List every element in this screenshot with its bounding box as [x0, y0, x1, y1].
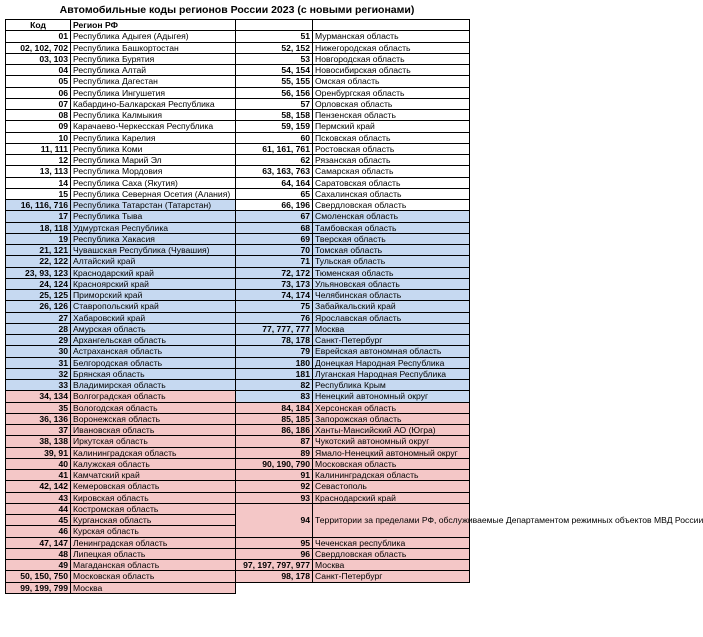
left-code-cell: 25, 125: [6, 290, 71, 301]
table-row: [6, 177, 470, 188]
table-row: [6, 346, 470, 357]
right-region-cell: Тверская область: [313, 233, 470, 244]
left-code-cell: 47, 147: [6, 537, 71, 548]
left-code-cell: 33: [6, 380, 71, 391]
table-row: [6, 42, 470, 53]
right-code-cell: 78, 178: [236, 335, 313, 346]
right-region-cell: Ненецкий автономный округ: [313, 391, 470, 402]
right-code-cell: 60: [236, 132, 313, 143]
table-body: [6, 20, 703, 594]
table-row: [6, 166, 470, 177]
right-region-cell: Самарская область: [313, 166, 470, 177]
right-region-cell: Херсонская область: [313, 402, 470, 413]
right-region-cell: Чеченская республика: [313, 537, 470, 548]
left-region-cell: Калининградская область: [71, 447, 236, 458]
left-code-cell: 50, 150, 750: [6, 571, 71, 582]
table-row: [6, 357, 470, 368]
left-code-cell: 21, 121: [6, 245, 71, 256]
left-region-cell: Амурская область: [71, 323, 236, 334]
left-region-cell: Республика Саха (Якутия): [71, 177, 236, 188]
left-region-cell: Республика Башкортостан: [71, 42, 236, 53]
table-row: [6, 425, 470, 436]
table-row: [6, 323, 470, 334]
right-region-cell: Оренбургская область: [313, 87, 470, 98]
right-region-cell: Ульяновская область: [313, 278, 470, 289]
left-code-cell: 22, 122: [6, 256, 71, 267]
left-code-cell: 04: [6, 65, 71, 76]
right-region-cell: Севастополь: [313, 481, 470, 492]
left-code-cell: 01: [6, 31, 71, 42]
table-row: [6, 76, 470, 87]
left-region-cell: Ивановская область: [71, 425, 236, 436]
left-region-cell: Республика Дагестан: [71, 76, 236, 87]
right-region-cell: Свердловская область: [313, 200, 470, 211]
right-code-cell: 69: [236, 233, 313, 244]
right-code-cell: 51: [236, 31, 313, 42]
right-code-cell: 58, 158: [236, 110, 313, 121]
right-code-cell: 57: [236, 98, 313, 109]
left-code-cell: 32: [6, 368, 71, 379]
left-region-cell: Курская область: [71, 526, 236, 537]
right-region-cell: Калининградская область: [313, 470, 470, 481]
left-code-cell: 29: [6, 335, 71, 346]
right-code-cell: 76: [236, 312, 313, 323]
right-region-cell: Запорожская область: [313, 413, 470, 424]
page-title: Автомобильные коды регионов России 2023 (с новыми регионами): [59, 4, 415, 16]
right-region-cell: Саратовская область: [313, 177, 470, 188]
left-code-cell: 49: [6, 560, 71, 571]
region-codes-table: [5, 19, 703, 594]
table-row: [6, 245, 470, 256]
left-code-cell: 38, 138: [6, 436, 71, 447]
right-code-cell: 83: [236, 391, 313, 402]
left-code-cell: 26, 126: [6, 301, 71, 312]
right-code-cell: 65: [236, 188, 313, 199]
table-row: [6, 278, 470, 289]
right-region-cell: Московская область: [313, 458, 470, 469]
left-code-cell: 05: [6, 76, 71, 87]
left-region-cell: Архангельская область: [71, 335, 236, 346]
right-code-cell: 95: [236, 537, 313, 548]
header-row: [6, 20, 470, 31]
right-region-cell: Сахалинская область: [313, 188, 470, 199]
left-region-cell: Республика Карелия: [71, 132, 236, 143]
left-code-cell: 46: [6, 526, 71, 537]
header-code: Код: [6, 20, 71, 31]
table-row: [6, 233, 470, 244]
right-code-cell: 52, 152: [236, 42, 313, 53]
left-code-cell: 18, 118: [6, 222, 71, 233]
left-code-cell: 28: [6, 323, 71, 334]
right-region-cell: Ямало-Ненецкий автономный округ: [313, 447, 470, 458]
right-region-cell: Псковская область: [313, 132, 470, 143]
left-code-cell: 37: [6, 425, 71, 436]
right-code-cell: 70: [236, 245, 313, 256]
right-code-cell: 89: [236, 447, 313, 458]
right-code-cell: 180: [236, 357, 313, 368]
left-code-cell: 34, 134: [6, 391, 71, 402]
right-region-cell: Донецкая Народная Республика: [313, 357, 470, 368]
right-code-cell: 92: [236, 481, 313, 492]
right-code-cell: 82: [236, 380, 313, 391]
left-region-cell: Чувашская Республика (Чувашия): [71, 245, 236, 256]
table-row: [6, 312, 470, 323]
left-code-cell: 10: [6, 132, 71, 143]
right-code-cell: 181: [236, 368, 313, 379]
left-region-cell: Волгоградская область: [71, 391, 236, 402]
left-region-cell: Республика Татарстан (Татарстан): [71, 200, 236, 211]
right-region-cell: Новосибирская область: [313, 65, 470, 76]
region-codes-sheet: [5, 2, 703, 594]
left-region-cell: Хабаровский край: [71, 312, 236, 323]
right-region-cell: Еврейская автономная область: [313, 346, 470, 357]
left-region-cell: Вологодская область: [71, 402, 236, 413]
right-code-cell: 96: [236, 548, 313, 559]
right-code-cell: 94: [236, 503, 313, 537]
table-row: [6, 200, 470, 211]
left-region-cell: Республика Адыгея (Адыгея): [71, 31, 236, 42]
right-region-cell: Ханты-Мансийский АО (Югра): [313, 425, 470, 436]
right-code-cell: 85, 185: [236, 413, 313, 424]
right-code-cell: 77, 777, 777: [236, 323, 313, 334]
table-row: [6, 402, 470, 413]
table-row: [6, 98, 470, 109]
left-code-cell: 24, 124: [6, 278, 71, 289]
left-region-cell: Приморский край: [71, 290, 236, 301]
right-code-cell: 91: [236, 470, 313, 481]
left-region-cell: Кировская область: [71, 492, 236, 503]
left-code-cell: 42, 142: [6, 481, 71, 492]
table-row: [6, 368, 470, 379]
right-region-cell: Санкт-Петербург: [313, 335, 470, 346]
left-code-cell: 12: [6, 155, 71, 166]
left-region-cell: Республика Тыва: [71, 211, 236, 222]
right-code-cell: 63, 163, 763: [236, 166, 313, 177]
left-region-cell: Курганская область: [71, 515, 236, 526]
left-region-cell: Астраханская область: [71, 346, 236, 357]
left-region-cell: Кемеровская область: [71, 481, 236, 492]
right-code-cell: 66, 196: [236, 200, 313, 211]
table-row: [6, 391, 470, 402]
table-row: [6, 87, 470, 98]
table-row: [6, 548, 470, 559]
header-blank-region: [313, 20, 470, 31]
right-region-cell: Чукотский автономный округ: [313, 436, 470, 447]
left-region-cell: Владимирская область: [71, 380, 236, 391]
left-region-cell: Костромская область: [71, 503, 236, 514]
right-region-cell: Пермский край: [313, 121, 470, 132]
right-region-cell: Краснодарский край: [313, 492, 470, 503]
right-region-cell: Москва: [313, 323, 470, 334]
table-row: [6, 458, 470, 469]
right-region-cell: Рязанская область: [313, 155, 470, 166]
right-code-cell: 79: [236, 346, 313, 357]
right-region-cell: Орловская область: [313, 98, 470, 109]
left-region-cell: Липецкая область: [71, 548, 236, 559]
left-code-cell: 15: [6, 188, 71, 199]
left-code-cell: 48: [6, 548, 71, 559]
table-row: [6, 335, 470, 346]
table-row: [6, 537, 470, 548]
left-region-cell: Воронежская область: [71, 413, 236, 424]
left-code-cell: 41: [6, 470, 71, 481]
left-region-cell: Республика Марий Эл: [71, 155, 236, 166]
right-code-cell: 74, 174: [236, 290, 313, 301]
left-code-cell: 19: [6, 233, 71, 244]
left-code-cell: 31: [6, 357, 71, 368]
left-region-cell: Республика Коми: [71, 143, 236, 154]
table-row: [6, 481, 470, 492]
right-region-cell: Территории за пределами РФ, обслуживаемые Департаментом режимных объектов МВД России: [313, 503, 470, 537]
left-code-cell: 35: [6, 402, 71, 413]
right-region-cell: Челябинская область: [313, 290, 470, 301]
left-region-cell: Ленинградская область: [71, 537, 236, 548]
right-code-cell: 67: [236, 211, 313, 222]
left-region-cell: Кабардино-Балкарская Республика: [71, 98, 236, 109]
right-code-cell: 75: [236, 301, 313, 312]
left-code-cell: 07: [6, 98, 71, 109]
right-region-cell: Свердловская область: [313, 548, 470, 559]
right-code-cell: 73, 173: [236, 278, 313, 289]
table-row: [6, 267, 470, 278]
right-code-cell: 98, 178: [236, 571, 313, 582]
right-code-cell: 54, 154: [236, 65, 313, 76]
left-region-cell: Республика Алтай: [71, 65, 236, 76]
header-region: Регион РФ: [71, 20, 236, 31]
left-code-cell: 14: [6, 177, 71, 188]
table-row: [6, 560, 470, 571]
table-row: [6, 290, 470, 301]
left-code-cell: 11, 111: [6, 143, 71, 154]
table-row: [6, 470, 470, 481]
left-code-cell: 09: [6, 121, 71, 132]
table-row: [6, 121, 470, 132]
table-row: [6, 222, 470, 233]
table-row: [6, 571, 470, 582]
left-region-cell: Алтайский край: [71, 256, 236, 267]
left-code-cell: 23, 93, 123: [6, 267, 71, 278]
right-code-cell: 99, 199, 799: [6, 582, 71, 593]
left-code-cell: 39, 91: [6, 447, 71, 458]
left-code-cell: 16, 116, 716: [6, 200, 71, 211]
left-region-cell: Удмуртская Республика: [71, 222, 236, 233]
left-region-cell: Калужская область: [71, 458, 236, 469]
right-code-cell: 53: [236, 53, 313, 64]
right-region-cell: Тамбовская область: [313, 222, 470, 233]
left-code-cell: 27: [6, 312, 71, 323]
table-row: [6, 503, 470, 514]
table-row: [6, 436, 470, 447]
table-row: [6, 143, 470, 154]
right-region-cell: Москва: [71, 582, 236, 593]
left-code-cell: 13, 113: [6, 166, 71, 177]
right-region-cell: Тюменская область: [313, 267, 470, 278]
table-row: [6, 132, 470, 143]
right-region-cell: Пензенская область: [313, 110, 470, 121]
left-code-cell: 02, 102, 702: [6, 42, 71, 53]
right-region-cell: Забайкальский край: [313, 301, 470, 312]
left-region-cell: Республика Бурятия: [71, 53, 236, 64]
left-region-cell: Республика Хакасия: [71, 233, 236, 244]
left-code-cell: 17: [6, 211, 71, 222]
table-row: [6, 447, 470, 458]
left-code-cell: 44: [6, 503, 71, 514]
right-code-cell: 87: [236, 436, 313, 447]
right-region-cell: Мурманская область: [313, 31, 470, 42]
left-code-cell: 36, 136: [6, 413, 71, 424]
left-region-cell: Красноярский край: [71, 278, 236, 289]
right-code-cell: 97, 197, 797, 977: [236, 560, 313, 571]
right-region-cell: Смоленская область: [313, 211, 470, 222]
right-code-cell: 64, 164: [236, 177, 313, 188]
left-region-cell: Иркутская область: [71, 436, 236, 447]
left-region-cell: Московская область: [71, 571, 236, 582]
left-region-cell: Магаданская область: [71, 560, 236, 571]
right-region-cell: Нижегородская область: [313, 42, 470, 53]
left-code-cell: 30: [6, 346, 71, 357]
table-row: [6, 492, 470, 503]
left-code-cell: 45: [6, 515, 71, 526]
header-blank-code: [236, 20, 313, 31]
right-code-cell: 56, 156: [236, 87, 313, 98]
right-code-cell: 86, 186: [236, 425, 313, 436]
right-code-cell: 84, 184: [236, 402, 313, 413]
right-code-cell: 90, 190, 790: [236, 458, 313, 469]
right-code-cell: 72, 172: [236, 267, 313, 278]
left-region-cell: Белгородская область: [71, 357, 236, 368]
right-region-cell: Омская область: [313, 76, 470, 87]
table-row: [6, 53, 470, 64]
right-region-cell: Новгородская область: [313, 53, 470, 64]
right-code-cell: 68: [236, 222, 313, 233]
table-row: [6, 65, 470, 76]
right-region-cell: Москва: [313, 560, 470, 571]
right-code-cell: 93: [236, 492, 313, 503]
left-code-cell: 40: [6, 458, 71, 469]
left-region-cell: Республика Ингушетия: [71, 87, 236, 98]
left-region-cell: Карачаево-Черкесская Республика: [71, 121, 236, 132]
table-row: [6, 188, 470, 199]
right-region-cell: Томская область: [313, 245, 470, 256]
right-region-cell: Республика Крым: [313, 380, 470, 391]
left-code-cell: 03, 103: [6, 53, 71, 64]
left-region-cell: Республика Мордовия: [71, 166, 236, 177]
right-code-cell: 61, 161, 761: [236, 143, 313, 154]
table-row: [6, 110, 470, 121]
right-code-cell: 62: [236, 155, 313, 166]
right-region-cell: Ярославская область: [313, 312, 470, 323]
table-row: [6, 155, 470, 166]
left-region-cell: Камчатский край: [71, 470, 236, 481]
left-region-cell: Республика Калмыкия: [71, 110, 236, 121]
table-row: [6, 256, 470, 267]
table-row: [6, 301, 470, 312]
table-row: [6, 380, 470, 391]
right-region-cell: Ростовская область: [313, 143, 470, 154]
table-row: [6, 31, 470, 42]
left-region-cell: Республика Северная Осетия (Алания): [71, 188, 236, 199]
right-code-cell: 55, 155: [236, 76, 313, 87]
table-row: [6, 211, 470, 222]
right-region-cell: Луганская Народная Республика: [313, 368, 470, 379]
table-row: [6, 582, 470, 593]
right-region-cell: Санкт-Петербург: [313, 571, 470, 582]
right-code-cell: 59, 159: [236, 121, 313, 132]
left-region-cell: Краснодарский край: [71, 267, 236, 278]
right-code-cell: 71: [236, 256, 313, 267]
left-code-cell: 06: [6, 87, 71, 98]
right-region-cell: Тульская область: [313, 256, 470, 267]
left-region-cell: Ставропольский край: [71, 301, 236, 312]
table-row: [6, 413, 470, 424]
left-code-cell: 43: [6, 492, 71, 503]
left-code-cell: 08: [6, 110, 71, 121]
left-region-cell: Брянская область: [71, 368, 236, 379]
